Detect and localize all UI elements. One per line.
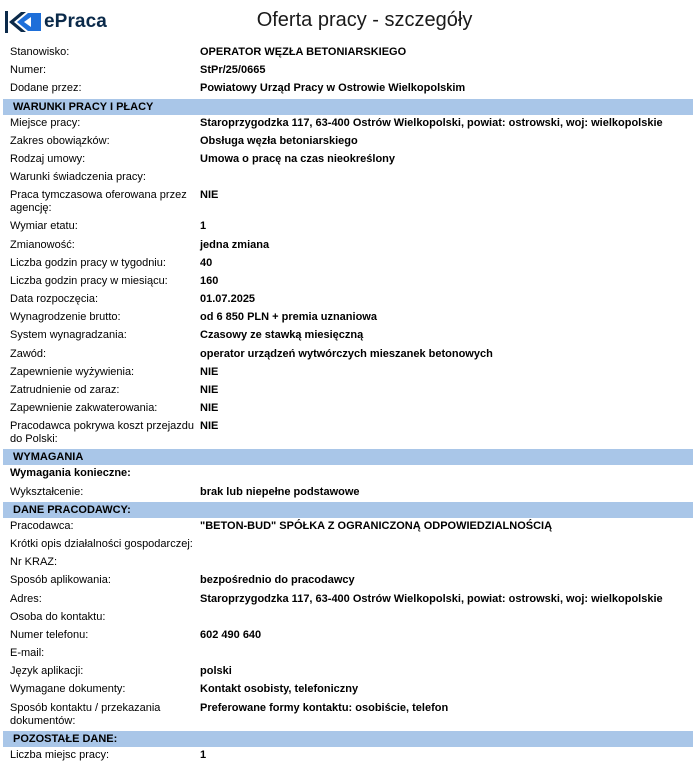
row-immediate-hire (0, 382, 693, 400)
field-value (200, 169, 693, 187)
row-vacancies (0, 747, 693, 765)
field-label: Wymagane dokumenty: (10, 683, 126, 696)
field-label: Zapewnienie zakwaterowania: (10, 402, 158, 415)
field-label: Sposób kontaktu / przekazania dokumentów: (10, 701, 161, 727)
field-value: jedna zmiana (200, 238, 270, 251)
field-value: 1 (200, 220, 207, 233)
section-header-employer: DANE PRACODAWCY: (3, 502, 693, 518)
field-label: Zapewnienie wyżywienia: (10, 365, 135, 378)
row-travel-cost (0, 418, 693, 449)
field-label: Osoba do kontaktu: (10, 610, 106, 623)
section-header-other: POZOSTAŁE DANE: (3, 731, 693, 747)
field-value: NIE (200, 402, 219, 415)
field-value: 602 490 640 (200, 628, 262, 641)
row-fte (0, 218, 693, 236)
field-label: Liczba miejsc pracy: (10, 748, 110, 761)
field-label: Sposób aplikowania: (10, 574, 111, 587)
field-value: Preferowane formy kontaktu: osobiście, telefon (200, 701, 449, 714)
requirements-subheading (0, 465, 693, 483)
page-title: Oferta pracy - szczegóły (256, 9, 473, 31)
field-label: Liczba godzin pracy w miesiącu: (10, 274, 168, 287)
row-business-description (0, 536, 693, 554)
row-start-date (0, 291, 693, 309)
field-value: Staroprzygodzka 117, 63-400 Ostrów Wielkopolski, powiat: ostrowski, woj: wielkopolskie (200, 592, 663, 605)
field-label: Dodane przez: (10, 82, 82, 95)
field-value: Umowa o pracę na czas nieokreślony (200, 152, 396, 165)
subheading-label: Wymagania konieczne: (10, 467, 131, 480)
row-kraz (0, 554, 693, 572)
field-label: Wynagrodzenie brutto: (10, 311, 121, 324)
field-value: NIE (200, 384, 219, 396)
field-label: Zatrudnienie od zaraz: (10, 384, 120, 396)
row-position (0, 44, 693, 62)
row-pay-system (0, 327, 693, 345)
row-education (0, 484, 693, 502)
row-number (0, 62, 693, 80)
field-value: operator urządzeń wytwórczych mieszanek betonowych (200, 347, 493, 360)
row-occupation (0, 346, 693, 364)
page-header (0, 0, 693, 44)
row-monthly-hours (0, 273, 693, 291)
field-label: Pracodawca pokrywa koszt przejazdu do Polski: (10, 420, 195, 446)
field-value: 1 (200, 748, 207, 761)
field-label: System wynagradzania: (10, 329, 127, 342)
field-value: od 6 850 PLN + premia uznaniowa (200, 311, 377, 324)
row-employer (0, 518, 693, 536)
row-workplace (0, 115, 693, 133)
field-label: Numer: (10, 64, 47, 77)
field-value: 40 (200, 256, 213, 269)
field-value: Obsługa węzła betoniarskiego (200, 134, 358, 147)
field-value: NIE (200, 365, 219, 378)
field-value: Czasowy ze stawką miesięczną (200, 329, 364, 342)
row-accommodation (0, 400, 693, 418)
field-value: OPERATOR WĘZŁA BETONIARSKIEGO (200, 46, 407, 58)
field-value (200, 609, 693, 627)
logo-text: ePraca (44, 11, 107, 32)
field-label: Praca tymczasowa oferowana przez agencję: (10, 189, 187, 215)
row-work-conditions (0, 169, 693, 187)
field-value (200, 645, 693, 663)
field-value: brak lub niepełne podstawowe (200, 485, 360, 498)
field-value: StPr/25/0665 (200, 64, 266, 77)
row-added-by (0, 80, 693, 98)
field-value: bezpośrednio do pracodawcy (200, 574, 355, 587)
field-value: polski (200, 665, 232, 678)
field-label: Stanowisko: (10, 46, 70, 58)
field-value (300, 536, 693, 554)
field-label: Rodzaj umowy: (10, 152, 86, 165)
row-contract-type (0, 151, 693, 169)
row-contact-person (0, 609, 693, 627)
row-contact-method (0, 700, 693, 731)
field-value (200, 554, 693, 572)
row-shifts (0, 237, 693, 255)
row-duties (0, 133, 693, 151)
field-value: Staroprzygodzka 117, 63-400 Ostrów Wielkopolski, powiat: ostrowski, woj: wielkopolskie (200, 116, 663, 129)
field-value: 01.07.2025 (200, 293, 256, 306)
field-label: Nr KRAZ: (10, 556, 58, 569)
field-value: Powiatowy Urząd Pracy w Ostrowie Wielkopolskim (200, 82, 466, 95)
field-label: Zakres obowiązków: (10, 134, 110, 147)
field-value: Kontakt osobisty, telefoniczny (200, 683, 359, 696)
row-weekly-hours (0, 255, 693, 273)
field-label: Zawód: (10, 347, 47, 360)
field-label: Data rozpoczęcia: (10, 293, 99, 306)
field-label: Liczba godzin pracy w tygodniu: (10, 256, 166, 269)
row-temporary-agency (0, 187, 693, 218)
field-label: Wymiar etatu: (10, 220, 78, 233)
section-header-conditions: WARUNKI PRACY I PŁACY (3, 99, 693, 115)
offer-details (0, 44, 693, 765)
section-header-requirements: WYMAGANIA (3, 449, 693, 465)
field-label: Adres: (10, 592, 42, 605)
field-label: E-mail: (10, 647, 45, 660)
field-label: Warunki świadczenia pracy: (10, 171, 146, 184)
field-label: Język aplikacji: (10, 665, 84, 678)
row-salary (0, 309, 693, 327)
row-phone (0, 627, 693, 645)
field-label: Numer telefonu: (10, 628, 89, 641)
row-meals (0, 364, 693, 382)
field-value: 160 (200, 274, 219, 287)
field-label: Pracodawca: (10, 519, 74, 532)
row-application-language (0, 663, 693, 681)
row-email (0, 645, 693, 663)
field-label: Wykształcenie: (10, 485, 84, 498)
field-label: Zmianowość: (10, 238, 75, 251)
field-value: NIE (200, 420, 219, 433)
row-application-method (0, 572, 693, 590)
field-value: NIE (200, 189, 219, 202)
row-required-documents (0, 681, 693, 699)
field-value: "BETON-BUD" SPÓŁKA Z OGRANICZONĄ ODPOWIEDZIALNOŚCIĄ (200, 519, 553, 532)
field-label: Krótki opis działalności gospodarczej: (10, 537, 193, 550)
field-label: Miejsce pracy: (10, 116, 81, 129)
row-address (0, 591, 693, 609)
